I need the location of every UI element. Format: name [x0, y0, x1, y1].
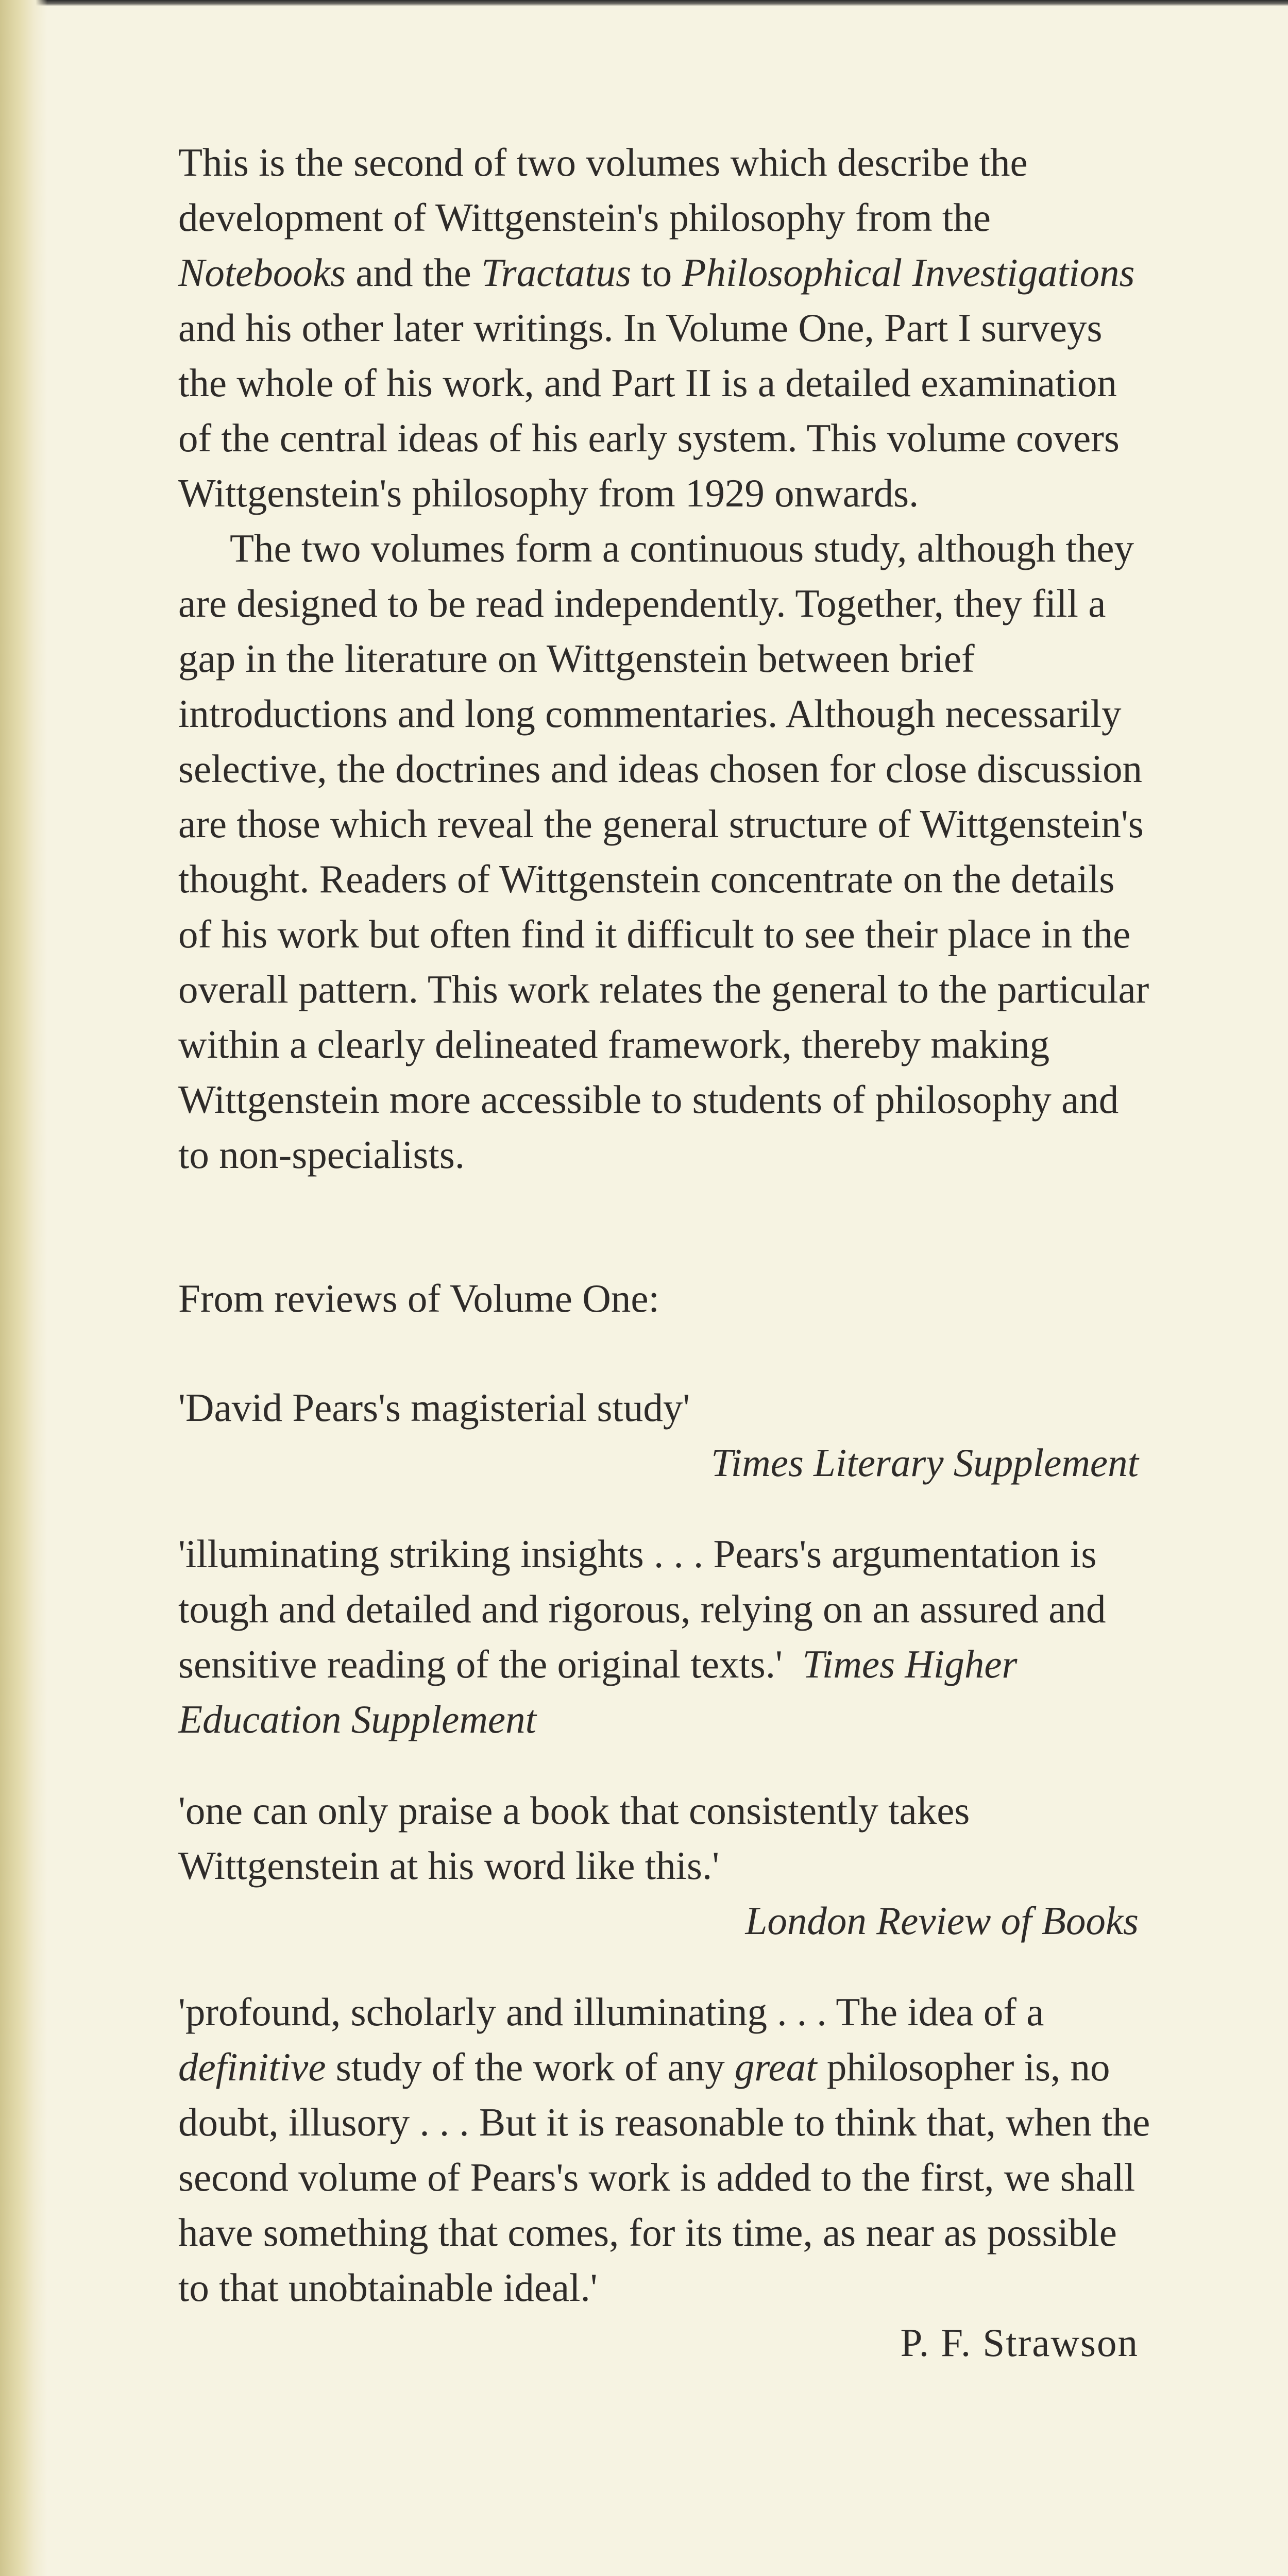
text-run: study of the work of any	[326, 2045, 735, 2089]
emphasis: definitive	[178, 2045, 326, 2089]
back-cover-text	[178, 135, 1157, 2370]
title-tractatus: Tractatus	[481, 250, 632, 295]
review-quote: 'one can only praise a book that consistently takes Wittgenstein at his word like this.'	[178, 1788, 970, 1888]
review-lrb	[178, 1783, 1157, 1948]
review-quote: 'David Pears's magisterial study'	[178, 1385, 690, 1430]
cover-spine-edge	[0, 0, 47, 2576]
description-paragraph-1	[178, 135, 1157, 521]
review-author: P. F. Strawson	[900, 2320, 1139, 2365]
title-investigations: Philosophical Investigations	[682, 250, 1135, 295]
reviews-intro: From reviews of Volume One:	[178, 1276, 659, 1320]
page-top-edge	[0, 0, 1288, 6]
review-quote-text: 'illuminating striking insights . . . Pears's argumentation is tough and detailed and rigorous, relying on an assured and sensitive reading of the original texts.'	[178, 1532, 1106, 1686]
text-run: This is the second of two volumes which describe the development of Wittgenstein's philosophy from the	[178, 140, 1028, 240]
review-tls	[178, 1380, 1157, 1490]
review-quote	[178, 1527, 1157, 1747]
text-run: 'profound, scholarly and illuminating . . . The idea of a	[178, 1990, 1044, 2034]
review-thes	[178, 1527, 1157, 1747]
text-run: and his other later writings. In Volume One, Part I surveys the whole of his work, and Part II is a detailed examination of the central ideas of his early system. This volume covers Wittgenstein's philosophy from 1929 onwards.	[178, 306, 1120, 515]
title-notebooks: Notebooks	[178, 250, 346, 295]
book-description	[178, 135, 1157, 1182]
emphasis: great	[734, 2045, 817, 2089]
text-run: philosopher is, no doubt, illusory . . . But it is reasonable to think that, when the second volume of Pears's work is added to the first, we shall have something that comes, for its time, as near as possible to that unobtainable ideal.'	[178, 2045, 1150, 2310]
review-source: Times Higher Education Supplement	[178, 1642, 1018, 1741]
description-paragraph-2: The two volumes form a continuous study, although they are designed to be read independently. Together, they fill a gap in the literature on Wittgenstein between brief introductions and long commentaries. Although necessarily selective, the doctrines and ideas chosen for close discussion are those which reveal the general structure of Wittgenstein's thought. Readers of Wittgenstein concentrate on the details of his work but often find it difficult to see their place in the overall pattern. This work relates the general to the particular within a clearly delineated framework, thereby making Wittgenstein more accessible to students of philosophy and to non-specialists.	[178, 526, 1149, 1177]
text-run: and the	[346, 250, 482, 295]
reviews-list	[178, 1380, 1157, 2370]
review-quote	[178, 1985, 1157, 2315]
review-strawson	[178, 1985, 1157, 2370]
text-run: to	[631, 250, 682, 295]
review-source: London Review of Books	[745, 1899, 1139, 1943]
review-source: Times Literary Supplement	[711, 1440, 1139, 1485]
